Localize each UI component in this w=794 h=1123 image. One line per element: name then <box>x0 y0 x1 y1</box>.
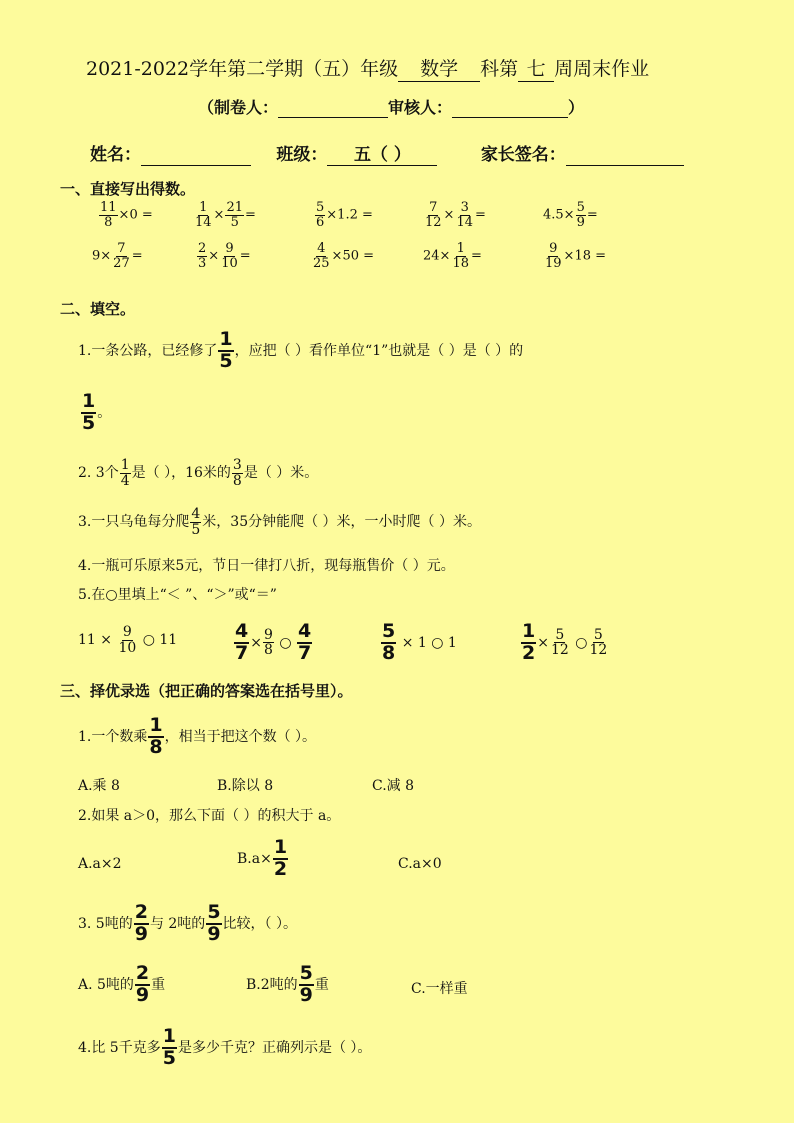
compare-circle[interactable]: ○ <box>279 634 292 651</box>
fraction: $\frac{1}{4}$ <box>120 457 130 489</box>
choice-3-option-a[interactable]: A. 5吨的 $\frac{2}{9}$ 重 <box>78 962 166 1006</box>
title-suffix: 周周末作业 <box>554 58 650 80</box>
fill-question-3: 3.一只乌龟每分爬 $\frac{4}{5}$ 米，35分钟能爬（ ）米，一小时爬（ ）米。 <box>78 506 481 538</box>
class-label: 班级： <box>276 145 328 165</box>
fraction: $\frac{5}{9}$ <box>299 962 313 1006</box>
fraction: $\frac{1}{5}$ <box>219 328 233 372</box>
author-line <box>198 95 584 118</box>
calc-1a: $\frac{11}{8}$ ×0 = <box>100 200 153 230</box>
page-title <box>86 54 649 82</box>
compare-item-3: $\frac{5}{8}$ × 1 ○ 1 <box>382 620 457 664</box>
fraction: $\frac{1}{5}$ <box>82 390 96 434</box>
author-field <box>278 98 388 118</box>
calc-2c: $\frac{4}{25}$ ×50 = <box>313 241 375 271</box>
title-prefix: 2021-2022学年第二学期（五）年级 <box>86 58 399 80</box>
choice-question-2: 2.如果 a＞0，那么下面（ ）的积大于 a。 <box>78 808 341 824</box>
fraction: $\frac{1}{14}$ <box>195 200 212 230</box>
fraction: $\frac{9}{8}$ <box>263 626 273 659</box>
reviewer-field <box>452 98 568 118</box>
fill-question-2: 2. 3个 $\frac{1}{4}$ 是（ ），16米的 $\frac{3}{8}$ 是（ ）米。 <box>78 457 319 489</box>
fraction: $\frac{2}{9}$ <box>135 962 150 1006</box>
calc-1b: $\frac{1}{14}$ × $\frac{21}{5}$ = <box>195 200 256 230</box>
fraction: $\frac{3}{14}$ <box>456 200 473 230</box>
fraction: $\frac{1}{2}$ <box>522 620 536 664</box>
section-3-heading: 三、择优录选（把正确的答案选在括号里）。 <box>60 682 353 700</box>
compare-item-2: $\frac{4}{7}$ × $\frac{9}{8}$ ○ $\frac{4}{7}$ <box>235 620 312 664</box>
subject-field: 数学 <box>398 54 480 82</box>
author-line-close: ） <box>568 98 585 117</box>
fraction: $\frac{2}{3}$ <box>198 241 207 271</box>
fraction: $\frac{4}{5}$ <box>191 506 201 538</box>
choice-2-option-b[interactable]: B.a× $\frac{1}{2}$ <box>237 836 288 880</box>
calc-2e: $\frac{9}{19}$ ×18 = <box>545 241 607 271</box>
section-2-heading: 二、填空。 <box>60 300 136 318</box>
fill-question-4: 4.一瓶可乐原来5元，节日一律打八折，现每瓶售价（ ）元。 <box>78 558 455 574</box>
choice-2-option-c[interactable]: C.a×0 <box>398 856 442 872</box>
class-field[interactable]: 五（ ） <box>327 140 437 166</box>
fraction: $\frac{5}{9}$ <box>207 901 221 945</box>
name-field[interactable] <box>141 145 251 166</box>
reviewer-label: 审核人： <box>388 98 453 117</box>
fill-question-1: 1.一条公路，已经修了 $\frac{1}{5}$ ，应把（ ）看作单位“1”也就是（ ）是（ ）的 <box>78 328 524 372</box>
fraction: $\frac{5}{9}$ <box>576 200 585 230</box>
fraction: $\frac{5}{12}$ <box>550 626 569 659</box>
calc-2b: $\frac{2}{3}$ × $\frac{9}{10}$ = <box>198 241 251 271</box>
choice-3-option-c[interactable]: C.一样重 <box>411 981 468 997</box>
compare-item-4: $\frac{1}{2}$ × $\frac{5}{12}$ ○ $\frac{5}{12}$ <box>522 620 608 664</box>
choice-1-option-b[interactable]: B.除以 8 <box>217 778 274 794</box>
fraction: $\frac{21}{5}$ <box>226 200 243 230</box>
fraction: $\frac{3}{8}$ <box>232 457 242 489</box>
fraction: $\frac{1}{18}$ <box>452 241 469 271</box>
fraction: $\frac{1}{8}$ <box>149 714 163 758</box>
calc-1c: $\frac{5}{6}$ ×1.2 = <box>316 200 373 230</box>
fraction: $\frac{11}{8}$ <box>100 200 117 230</box>
compare-item-1: 11 × $\frac{9}{10}$ ○ 11 <box>78 624 178 656</box>
compare-circle[interactable]: ○ <box>575 634 588 651</box>
name-label: 姓名： <box>90 145 141 165</box>
fraction: $\frac{7}{12}$ <box>425 200 442 230</box>
fill-question-5: 5.在○里填上“＜ ”、“＞”或“＝” <box>78 587 277 603</box>
fraction: $\frac{1}{5}$ <box>162 1025 176 1069</box>
calc-1e: 4.5× $\frac{5}{9}$ = <box>543 200 598 230</box>
choice-question-4: 4.比 5千克多 $\frac{1}{5}$ 是多少千克？正确列示是（ ）。 <box>78 1025 372 1069</box>
fraction: $\frac{4}{25}$ <box>313 241 330 271</box>
author-label: （制卷人： <box>198 98 279 117</box>
choice-1-option-a[interactable]: A.乘 8 <box>78 778 120 794</box>
fraction: $\frac{4}{7}$ <box>298 620 312 664</box>
fraction: $\frac{5}{8}$ <box>382 620 396 664</box>
fill-question-1-cont: $\frac{1}{5}$ 。 <box>82 390 112 434</box>
student-info-line <box>90 140 684 166</box>
fraction: $\frac{9}{19}$ <box>545 241 562 271</box>
choice-2-option-a[interactable]: A.a×2 <box>78 856 122 872</box>
choice-1-option-c[interactable]: C.减 8 <box>372 778 415 794</box>
title-mid: 科第 <box>480 58 519 80</box>
calc-2d: 24× $\frac{1}{18}$ = <box>423 241 482 271</box>
fraction: $\frac{5}{12}$ <box>589 626 608 659</box>
fraction: $\frac{5}{6}$ <box>316 200 325 230</box>
parent-sign-field[interactable] <box>566 145 684 166</box>
choice-question-3: 3. 5吨的 $\frac{2}{9}$ 与 2吨的 $\frac{5}{9}$ 比较，（ ）。 <box>78 901 297 945</box>
choice-3-option-b[interactable]: B.2吨的 $\frac{5}{9}$ 重 <box>246 962 329 1006</box>
week-field: 七 <box>518 54 554 82</box>
fraction: $\frac{7}{27}$ <box>113 241 130 271</box>
choice-question-1: 1.一个数乘 $\frac{1}{8}$ ，相当于把这个数（ ）。 <box>78 714 317 758</box>
fraction: $\frac{9}{10}$ <box>118 624 137 656</box>
parent-sign-label: 家长签名： <box>480 145 566 165</box>
calc-2a: 9× $\frac{7}{27}$ = <box>92 241 143 271</box>
calc-1d: $\frac{7}{12}$ × $\frac{3}{14}$ = <box>425 200 486 230</box>
fraction: $\frac{1}{2}$ <box>273 836 288 880</box>
fraction: $\frac{9}{10}$ <box>221 241 238 271</box>
section-1-heading: 一、直接写出得数。 <box>60 180 196 198</box>
fraction: $\frac{4}{7}$ <box>235 620 249 664</box>
fraction: $\frac{2}{9}$ <box>134 901 148 945</box>
